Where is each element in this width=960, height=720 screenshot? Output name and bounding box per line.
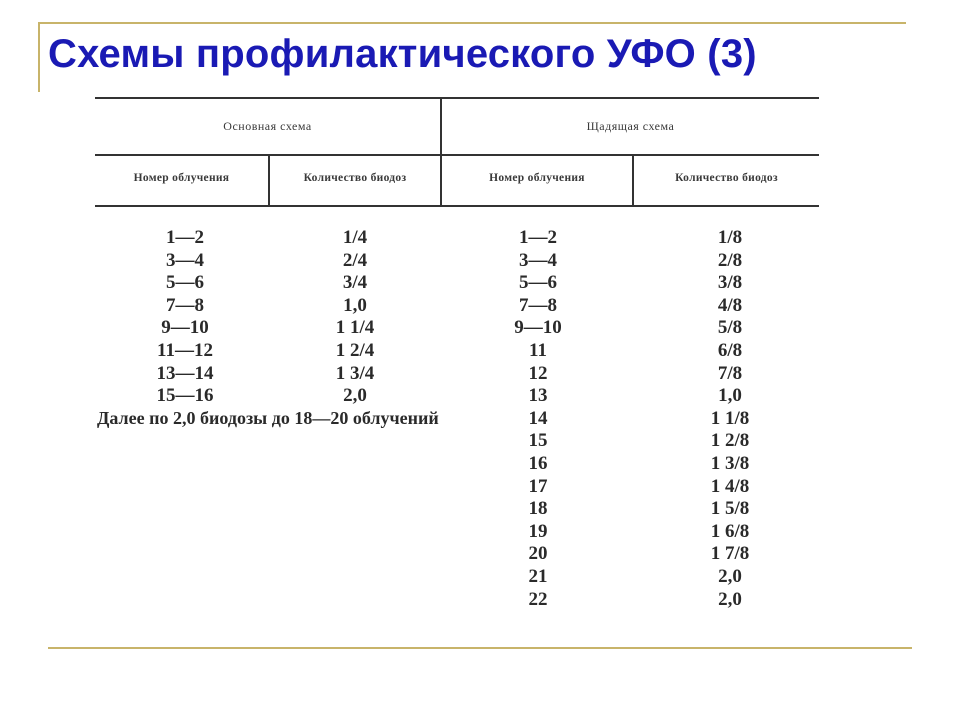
gentle-doses-column: [665, 227, 795, 611]
gentle-biodose-value: 4/8: [717, 294, 743, 316]
group-header-gentle: Щадящая схема: [586, 119, 675, 133]
col-header-gentle-number: Номер облучения: [489, 172, 585, 184]
gentle-biodose-value: 7/8: [717, 362, 743, 384]
gentle-irradiation-number: 18: [528, 498, 548, 520]
table-top-rule: [95, 97, 819, 99]
gentle-biodose-value: 2/8: [717, 249, 743, 271]
gentle-biodose-value: 3/8: [717, 272, 743, 294]
header-bottom-rule: [95, 205, 819, 207]
main-doses-column: [290, 227, 420, 408]
gentle-irradiation-number: 20: [528, 543, 548, 565]
gentle-biodose-value: 1 2/8: [710, 430, 750, 452]
main-scheme-note: Далее по 2,0 биодозы до 18—20 облучений: [97, 408, 439, 428]
slide-title: Схемы профилактического УФО (3): [48, 32, 757, 76]
gentle-biodose-value: 5/8: [717, 317, 743, 339]
gentle-biodose-value: 1 7/8: [710, 543, 750, 565]
gentle-biodose-value: 1/8: [717, 227, 743, 248]
gentle-irradiation-number: 21: [528, 565, 548, 587]
gentle-biodose-value: 1 5/8: [710, 498, 750, 520]
main-irradiation-number: 7—8: [166, 294, 204, 316]
gentle-biodose-value: 1 3/8: [710, 452, 750, 474]
main-biodose-value: 3/4: [342, 272, 368, 294]
main-biodose-value: 1 3/4: [335, 362, 375, 384]
gentle-irradiation-number: 9—10: [514, 317, 562, 339]
gentle-biodose-value: 1 4/8: [710, 475, 750, 497]
group-divider: [440, 99, 442, 207]
gentle-biodose-value: 6/8: [717, 339, 743, 361]
gentle-irradiation-number: 19: [528, 520, 548, 542]
gentle-irradiation-number: 17: [528, 475, 548, 497]
gentle-biodose-value: 1 1/8: [710, 407, 750, 429]
main-biodose-value: 1 2/4: [335, 339, 375, 361]
main-biodose-value: 1 1/4: [335, 317, 375, 339]
group-header-main: Основная схема: [223, 119, 312, 133]
gentle-biodose-value: 1,0: [718, 385, 742, 407]
col-header-main-biodoses: Количество биодоз: [303, 172, 407, 184]
top-decor-line: [38, 22, 906, 24]
main-irradiation-number: 1—2: [166, 227, 204, 248]
main-irradiation-number: 11—12: [157, 339, 213, 361]
col-header-gentle-biodoses: Количество биодоз: [675, 172, 778, 184]
main-biodose-value: 1/4: [342, 227, 368, 248]
main-biodose-value: 1,0: [343, 294, 367, 316]
gentle-biodose-value: 2,0: [718, 565, 742, 587]
biodose-table: [95, 97, 819, 637]
gentle-irradiation-number: 14: [528, 407, 548, 429]
main-irradiation-number: 13—14: [156, 362, 214, 384]
main-biodose-value: 2,0: [343, 385, 367, 407]
left-decor-line: [38, 22, 40, 92]
gentle-numbers-column: [473, 227, 603, 611]
gentle-irradiation-number: 1—2: [519, 227, 557, 248]
main-irradiation-number: 9—10: [161, 317, 209, 339]
main-irradiation-number: 5—6: [166, 272, 204, 294]
gentle-irradiation-number: 13: [528, 385, 548, 407]
main-biodose-value: 2/4: [342, 249, 368, 271]
gentle-irradiation-number: 5—6: [519, 272, 557, 294]
gentle-biodose-value: 1 6/8: [710, 520, 750, 542]
gentle-irradiation-number: 11: [529, 339, 547, 361]
main-numbers-column: [125, 227, 245, 408]
col-header-main-number: Номер облучения: [133, 172, 230, 184]
gentle-irradiation-number: 22: [528, 588, 548, 610]
gentle-irradiation-number: 16: [528, 452, 548, 474]
gentle-irradiation-number: 12: [528, 362, 548, 384]
gentle-irradiation-number: 15: [528, 430, 548, 452]
main-irradiation-number: 15—16: [156, 385, 214, 407]
gentle-irradiation-number: 3—4: [519, 249, 557, 271]
gentle-biodose-value: 2,0: [718, 588, 742, 610]
main-irradiation-number: 3—4: [166, 249, 204, 271]
bottom-decor-line: [48, 647, 912, 649]
group-header-rule: [95, 154, 819, 156]
gentle-irradiation-number: 7—8: [519, 294, 557, 316]
